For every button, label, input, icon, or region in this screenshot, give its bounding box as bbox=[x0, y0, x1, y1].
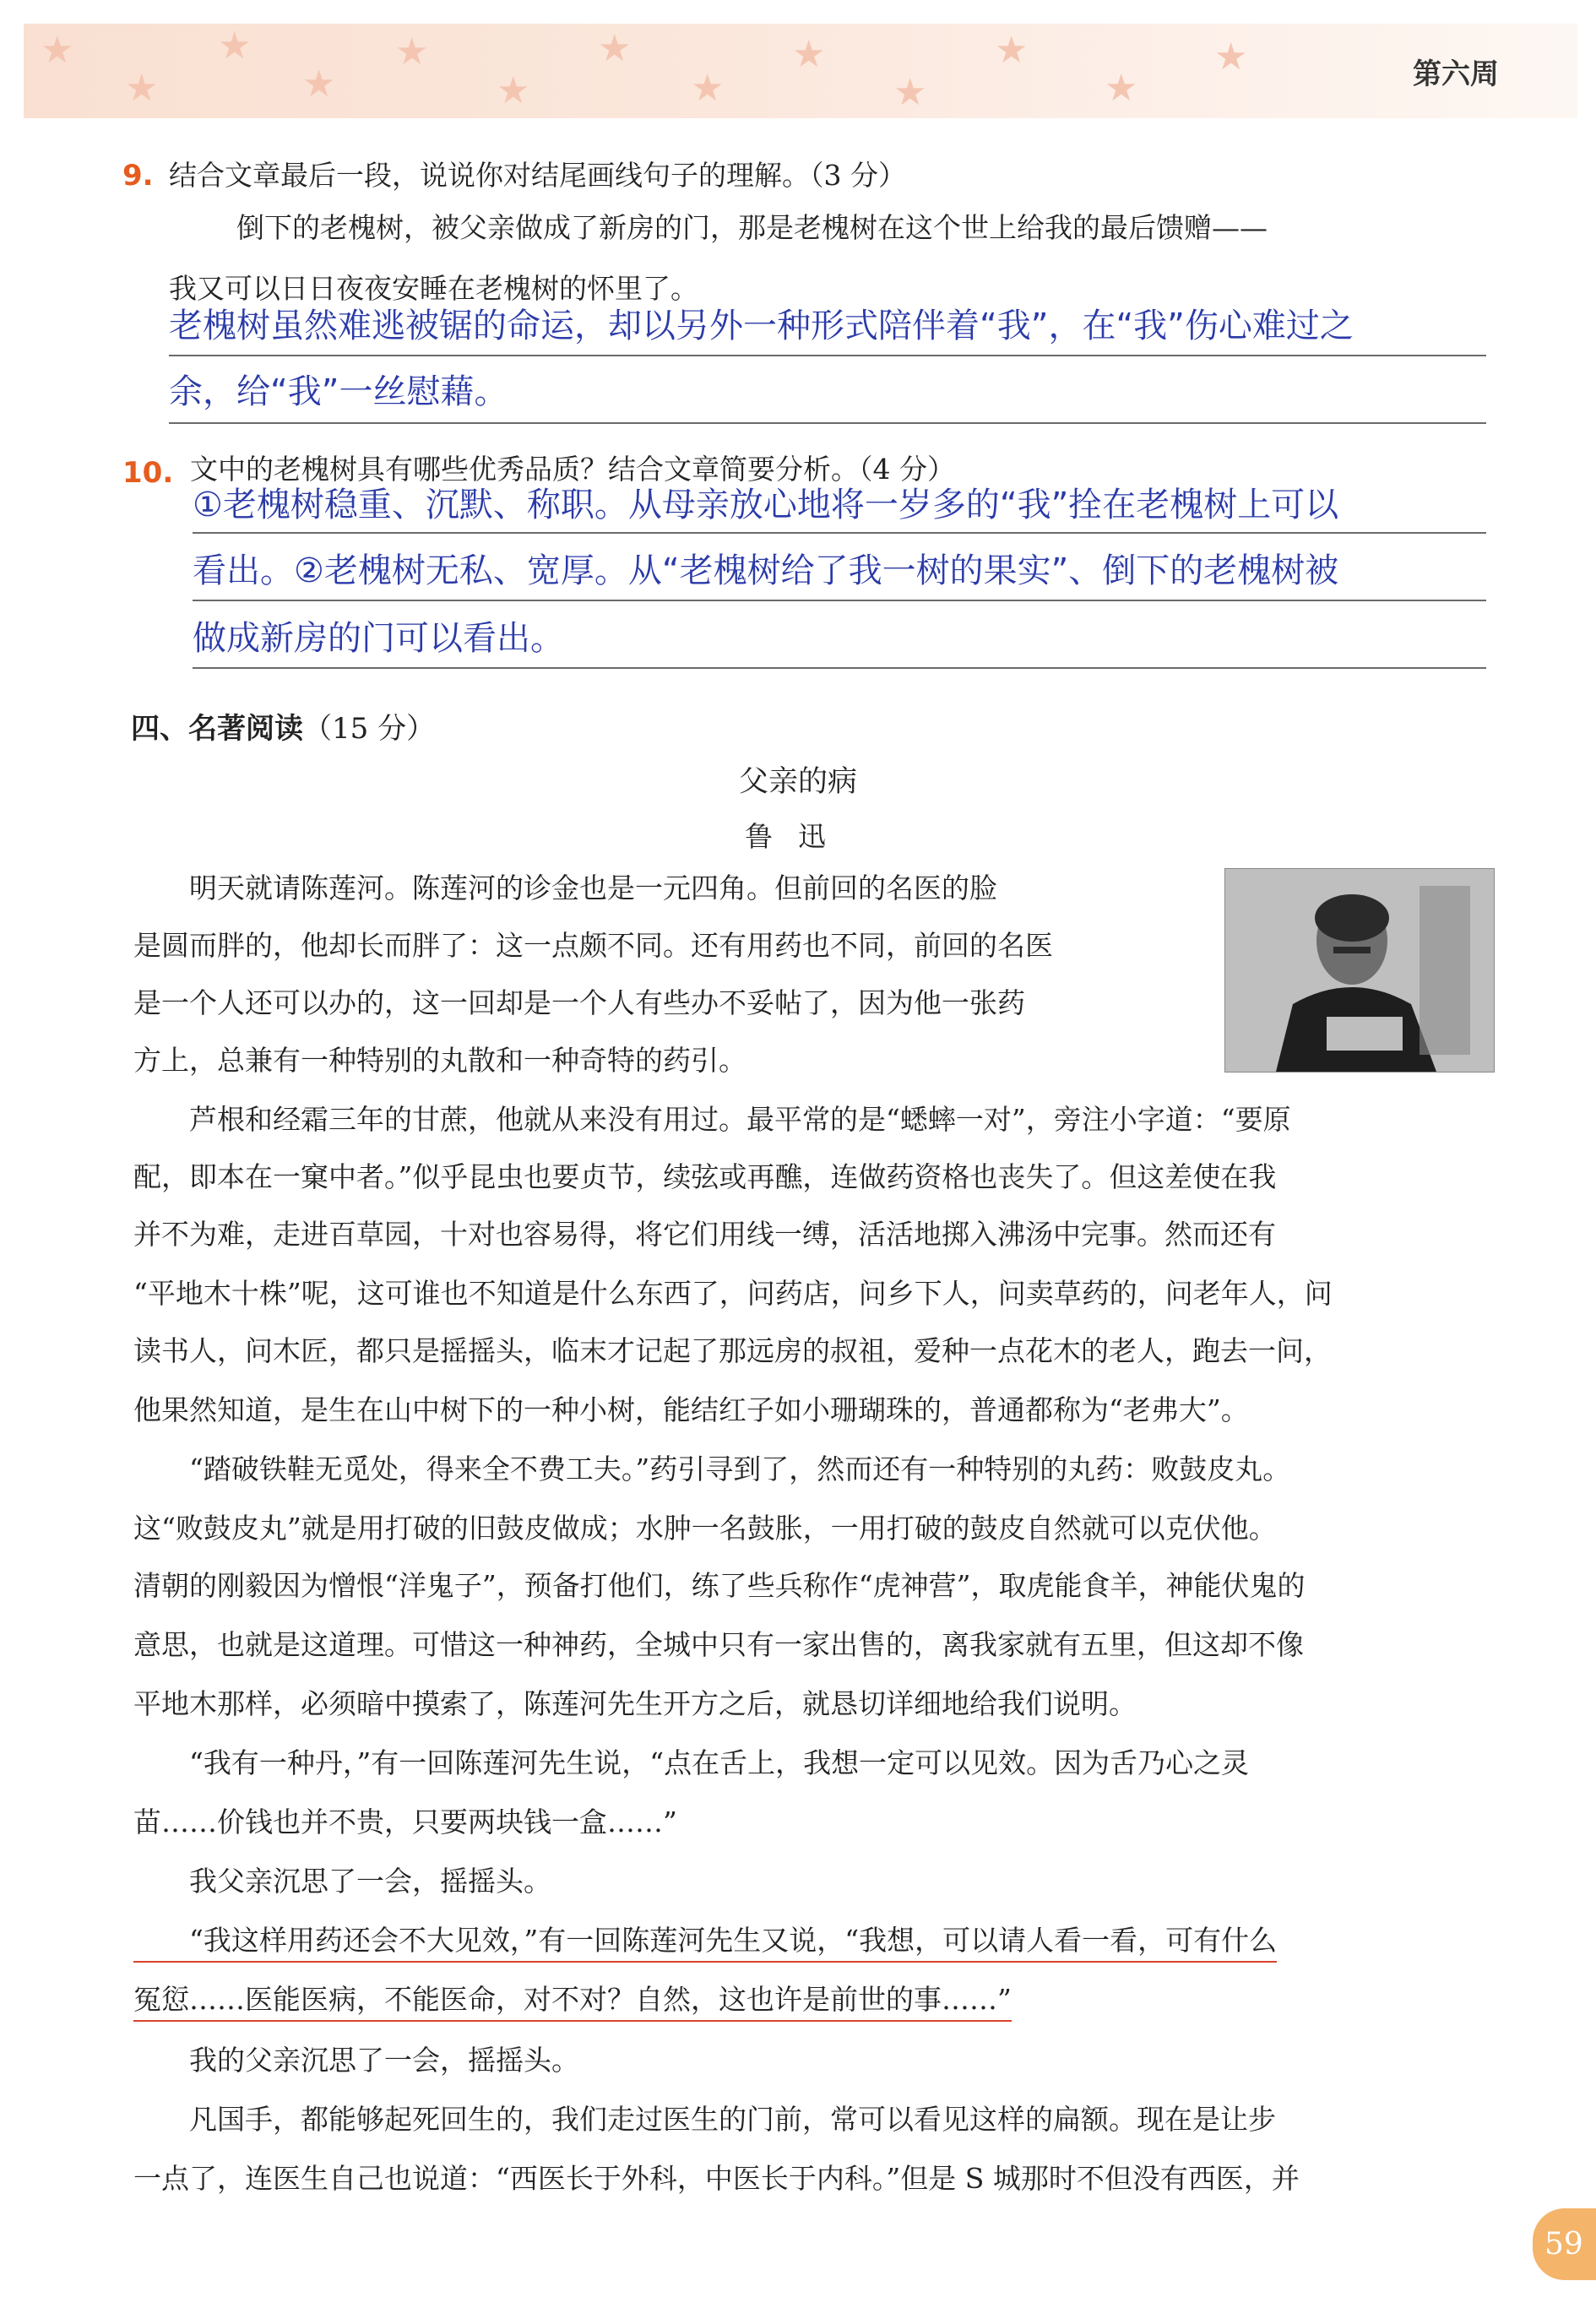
essay-line: 是一个人还可以办的，这一回却是一个人有些办不妥帖了，因为他一张药 bbox=[133, 986, 1025, 1019]
section-4-title bbox=[131, 705, 435, 747]
answer-rule-line bbox=[193, 667, 1486, 669]
question-10-answer-line: 做成新房的门可以看出。 bbox=[193, 619, 564, 658]
essay-line: 并不为难，走进百草园，十对也容易得，将它们用线一缚，活活地掷入沸汤中完事。然而还有 bbox=[133, 1218, 1276, 1251]
star-decoration-icon: ★ bbox=[302, 62, 336, 106]
essay-line: 苗……价钱也并不贵，只要两块钱一盒……” bbox=[133, 1806, 677, 1838]
essay-title: 父亲的病 bbox=[738, 765, 857, 799]
question-9-number: 9. bbox=[122, 159, 154, 193]
page-number: 59 bbox=[1544, 2227, 1583, 2262]
star-decoration-icon: ★ bbox=[691, 67, 725, 110]
essay-line: 配，即本在一窠中者。”似乎昆虫也要贞节，续弦或再醮，连做药资格也丧失了。但这差使在我 bbox=[133, 1160, 1277, 1193]
essay-line: 方上，总兼有一种特别的丸散和一种奇特的药引。 bbox=[133, 1044, 746, 1077]
star-decoration-icon: ★ bbox=[218, 24, 252, 68]
question-9-quote-line: 倒下的老槐树，被父亲做成了新房的门，那是老槐树在这个世上给我的最后馈赠—— bbox=[236, 211, 1268, 244]
star-decoration-icon: ★ bbox=[995, 29, 1029, 72]
essay-line: 芦根和经霜三年的甘蔗，他就从来没有用过。最平常的是“蟋蟀一对”，旁注小字道：“要原 bbox=[133, 1103, 1291, 1136]
essay-line: “我有一种丹，”有一回陈莲河先生说，“点在舌上，我想一定可以见效。因为舌乃心之灵 bbox=[133, 1746, 1250, 1779]
question-9-answer-line: 余，给“我”一丝慰藉。 bbox=[169, 372, 508, 411]
essay-line: 我父亲沉思了一会，摇摇头。 bbox=[133, 1865, 551, 1898]
question-10-answer-line: ①老槐树稳重、沉默、称职。从母亲放心地将一岁多的“我”拴在老槐树上可以 bbox=[193, 486, 1339, 524]
week-label: 第六周 bbox=[1413, 57, 1499, 91]
star-decoration-icon: ★ bbox=[395, 30, 429, 73]
essay-line-underlined: 冤愆……医能医病，不能医命，对不对？自然，这也许是前世的事……” bbox=[133, 1983, 1012, 2022]
essay-line: 凡国手，都能够起死回生的，我们走过医生的门前，常可以看见这样的扁额。现在是让步 bbox=[133, 2103, 1276, 2136]
answer-rule-line bbox=[193, 600, 1486, 601]
star-decoration-icon: ★ bbox=[792, 33, 826, 76]
essay-line: 这“败鼓皮丸”就是用打破的旧鼓皮做成；水肿一名鼓胀，一用打破的鼓皮自然就可以克伏他。 bbox=[133, 1512, 1277, 1545]
author-portrait-image bbox=[1224, 868, 1495, 1073]
essay-line: 一点了，连医生自己也说道：“西医长于外科，中医长于内科。”但是 S 城那时不但没有西医，并 bbox=[133, 2162, 1300, 2195]
essay-author: 鲁迅 bbox=[745, 820, 851, 853]
essay-line: 他果然知道，是生在山中树下的一种小树，能结红子如小珊瑚珠的，普通都称为“老弗大”。 bbox=[133, 1393, 1249, 1426]
star-decoration-icon: ★ bbox=[1214, 35, 1248, 79]
answer-rule-line bbox=[169, 422, 1486, 424]
star-decoration-icon: ★ bbox=[41, 29, 74, 72]
question-9-answer-line: 老槐树虽然难逃被锯的命运，却以另外一种形式陪伴着“我”，在“我”伤心难过之 bbox=[169, 307, 1354, 345]
star-decoration-icon: ★ bbox=[1105, 67, 1138, 110]
essay-line: 平地木那样，必须暗中摸索了，陈莲河先生开方之后，就恳切详细地给我们说明。 bbox=[133, 1687, 1137, 1720]
question-10-number: 10. bbox=[122, 456, 174, 490]
page-header-band bbox=[24, 24, 1577, 118]
section-4-title-text: 四、名著阅读 bbox=[131, 712, 303, 746]
answer-rule-line bbox=[193, 532, 1486, 534]
essay-line: 意思，也就是这道理。可惜这一种神药，全城中只有一家出售的，离我家就有五里，但这却不像 bbox=[133, 1628, 1304, 1661]
portrait-illustration bbox=[1225, 869, 1494, 1072]
essay-line: 清朝的刚毅因为憎恨“洋鬼子”，预备打他们，练了些兵称作“虎神营”，取虎能食羊，神能伏鬼的 bbox=[133, 1569, 1306, 1602]
essay-line: 是圆而胖的，他却长而胖了：这一点颇不同。还有用药也不同，前回的名医 bbox=[133, 929, 1053, 962]
star-decoration-icon: ★ bbox=[893, 71, 927, 114]
star-decoration-icon: ★ bbox=[598, 27, 632, 70]
essay-line: 明天就请陈莲河。陈莲河的诊金也是一元四角。但前回的名医的脸 bbox=[133, 872, 997, 904]
essay-line: “平地木十株”呢，这可谁也不知道是什么东西了，问药店，问乡下人，问卖草药的，问老年人，问 bbox=[133, 1277, 1333, 1310]
question-10-prompt: 文中的老槐树具有哪些优秀品质？结合文章简要分析。（4 分） bbox=[190, 453, 955, 486]
question-9-quote-line: 我又可以日日夜夜安睡在老槐树的怀里了。 bbox=[169, 272, 698, 305]
essay-line-underlined: “我这样用药还会不大见效，”有一回陈莲河先生又说，“我想，可以请人看一看，可有什么 bbox=[133, 1924, 1277, 1963]
question-9-prompt: 结合文章最后一段，说说你对结尾画线句子的理解。（3 分） bbox=[169, 159, 906, 192]
question-10-answer-line: 看出。②老槐树无私、宽厚。从“老槐树给了我一树的果实”、倒下的老槐树被 bbox=[193, 551, 1339, 590]
section-4-points: （15 分） bbox=[303, 712, 436, 746]
essay-line: 我的父亲沉思了一会，摇摇头。 bbox=[133, 2044, 579, 2077]
star-decoration-icon: ★ bbox=[497, 69, 530, 112]
star-decoration-icon: ★ bbox=[125, 67, 159, 110]
page-number-tab bbox=[1533, 2208, 1596, 2280]
essay-line: 读书人，问木匠，都只是摇摇头，临末才记起了那远房的叔祖，爱种一点花木的老人，跑去一问， bbox=[133, 1334, 1332, 1367]
essay-line: “踏破铁鞋无觅处，得来全不费工夫。”药引寻到了，然而还有一种特别的丸药：败鼓皮丸。 bbox=[133, 1453, 1291, 1485]
answer-rule-line bbox=[169, 355, 1486, 356]
